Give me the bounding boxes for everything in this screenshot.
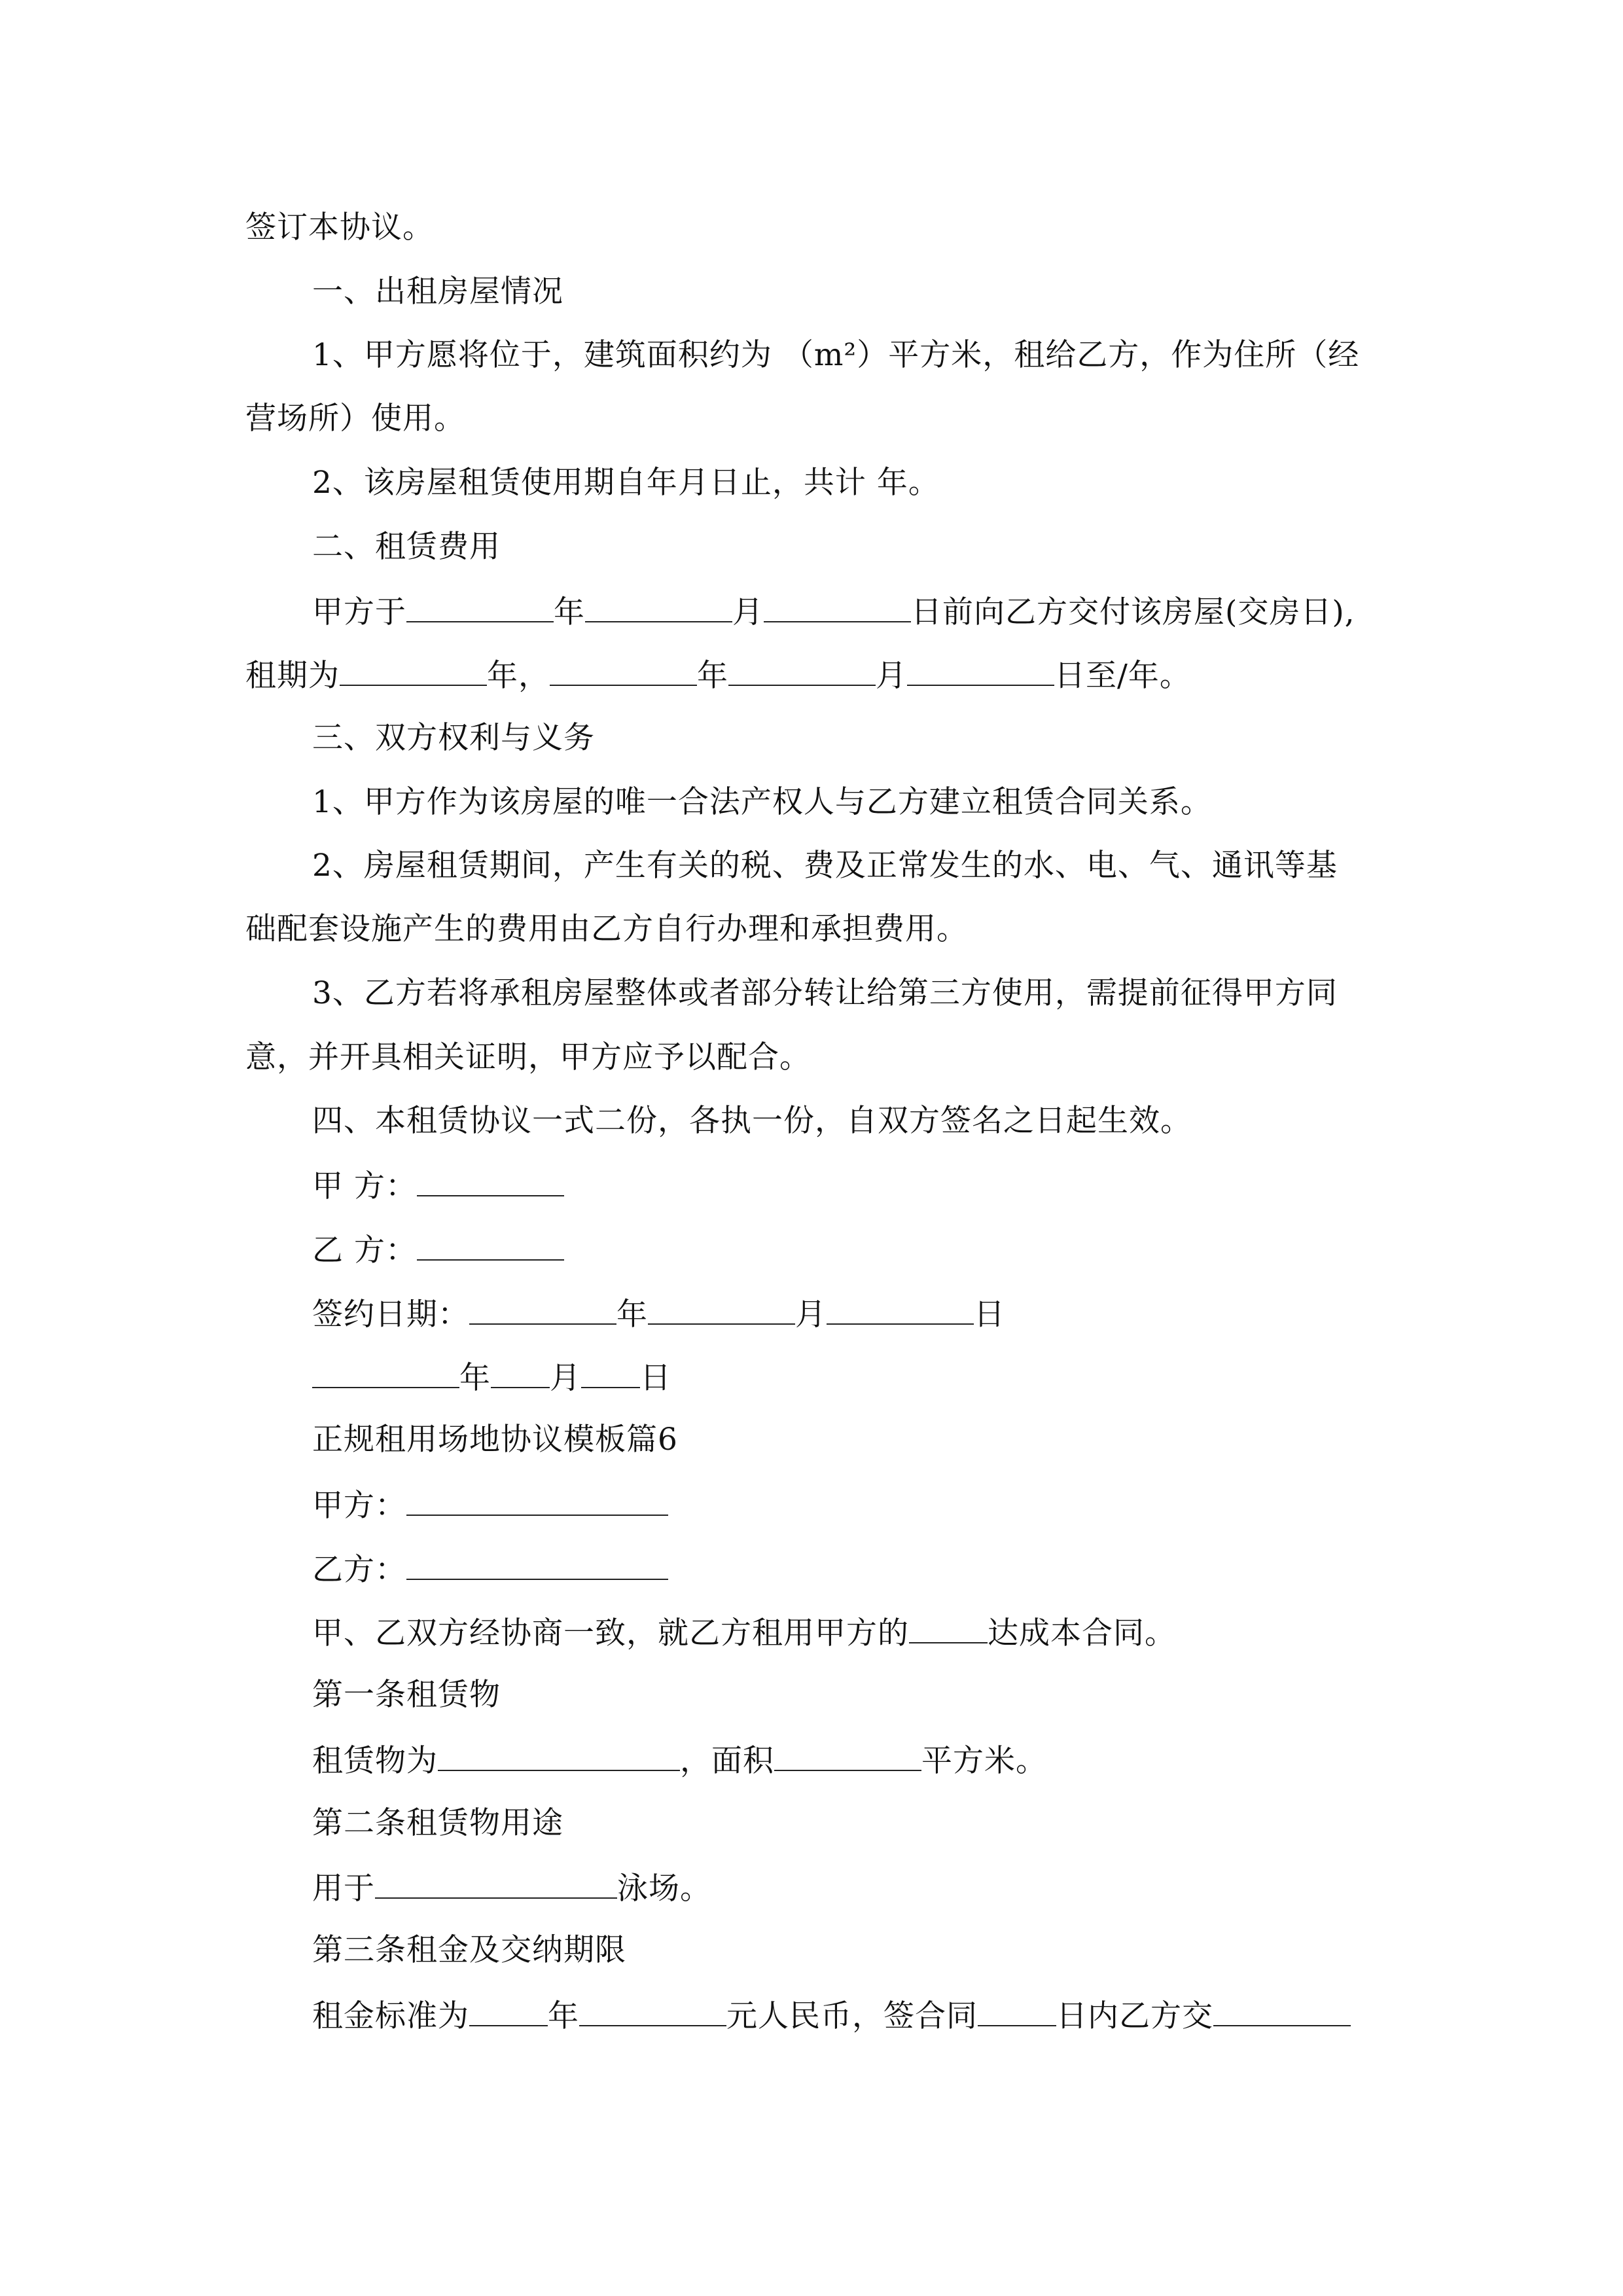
blank-field[interactable] (340, 655, 487, 686)
text-line: 3、乙方若将承租房屋整体或者部分转让给第三方使用，需提前征得甲方同 (312, 975, 1338, 1011)
text-line: 意，并开具相关证明，甲方应予以配合。 (245, 1039, 811, 1075)
blank-field[interactable] (579, 1995, 726, 2026)
text-line: 四、本租赁协议一式二份，各执一份，自双方签名之日起生效。 (312, 1103, 1192, 1139)
text-line: 础配套设施产生的费用由乙方自行办理和承担费用。 (245, 911, 968, 947)
blank-field[interactable] (907, 655, 1054, 686)
blank-field[interactable] (728, 655, 876, 686)
section-heading: 一、出租房屋情况 (312, 274, 563, 310)
text-line: 2、房屋租赁期间，产生有关的税、费及正常发生的水、电、气、通讯等基 (312, 848, 1338, 884)
date-line: 年 月 日 (312, 1357, 671, 1396)
blank-field[interactable] (764, 591, 911, 622)
blank-field[interactable] (406, 1549, 668, 1580)
blank-field[interactable] (1213, 1995, 1351, 2026)
blank-field[interactable] (648, 1293, 795, 1325)
text-line: 1、甲方作为该房屋的唯一合法产权人与乙方建立租赁合同关系。 (312, 784, 1212, 820)
text-line-with-blanks: 租期为 年， 年 月 日至/年。 (245, 655, 1191, 694)
article-heading: 第三条租金及交纳期限 (312, 1932, 626, 1968)
section-heading: 三、双方权利与义务 (312, 720, 595, 756)
blank-field[interactable] (417, 1165, 564, 1196)
blank-field[interactable] (581, 1357, 640, 1388)
section-heading: 二、租赁费用 (312, 529, 501, 565)
blank-field[interactable] (827, 1293, 974, 1325)
signature-line: 乙 方： (312, 1229, 564, 1268)
blank-field[interactable] (978, 1995, 1056, 2026)
blank-field[interactable] (585, 591, 732, 622)
article-heading: 第一条租赁物 (312, 1677, 501, 1713)
party-line: 乙方： (312, 1549, 668, 1588)
blank-field[interactable] (438, 1740, 680, 1771)
text-line: 2、该房屋租赁使用期自年月日止，共计 年。 (312, 465, 940, 501)
text-line-with-blanks: 租赁物为 ，面积 平方米。 (312, 1740, 1047, 1779)
article-heading: 第二条租赁物用途 (312, 1805, 563, 1841)
blank-field[interactable] (406, 591, 554, 622)
party-line: 甲方： (312, 1484, 668, 1524)
text-line: 签订本协议。 (245, 209, 434, 245)
text-line-with-blanks: 甲方于 年 月 日前向乙方交付该房屋(交房日), (312, 591, 1355, 630)
text-line: 1、甲方愿将位于，建筑面积约为 （m²）平方米，租给乙方，作为住所（经 (312, 337, 1360, 373)
text-line-with-blanks: 租金标准为 年 元人民币，签合同 日内乙方交 (312, 1995, 1351, 2034)
blank-field[interactable] (417, 1229, 564, 1261)
text-line-with-blanks: 用于 泳场。 (312, 1867, 711, 1907)
blank-field[interactable] (375, 1867, 617, 1899)
text-line: 营场所）使用。 (245, 401, 465, 437)
blank-field[interactable] (469, 1293, 616, 1325)
signature-line: 甲 方： (312, 1165, 564, 1204)
blank-field[interactable] (312, 1357, 459, 1388)
text-line-with-blanks: 甲、乙双方经协商一致，就乙方租用甲方的 达成本合同。 (312, 1612, 1176, 1651)
blank-field[interactable] (406, 1484, 668, 1516)
blank-field[interactable] (550, 655, 697, 686)
blank-field[interactable] (909, 1612, 988, 1643)
blank-field[interactable] (774, 1740, 921, 1771)
document-title: 正规租用场地协议模板篇6 (312, 1422, 678, 1458)
blank-field[interactable] (491, 1357, 550, 1388)
blank-field[interactable] (469, 1995, 548, 2026)
date-line: 签约日期： 年 月 日 (312, 1293, 1005, 1333)
